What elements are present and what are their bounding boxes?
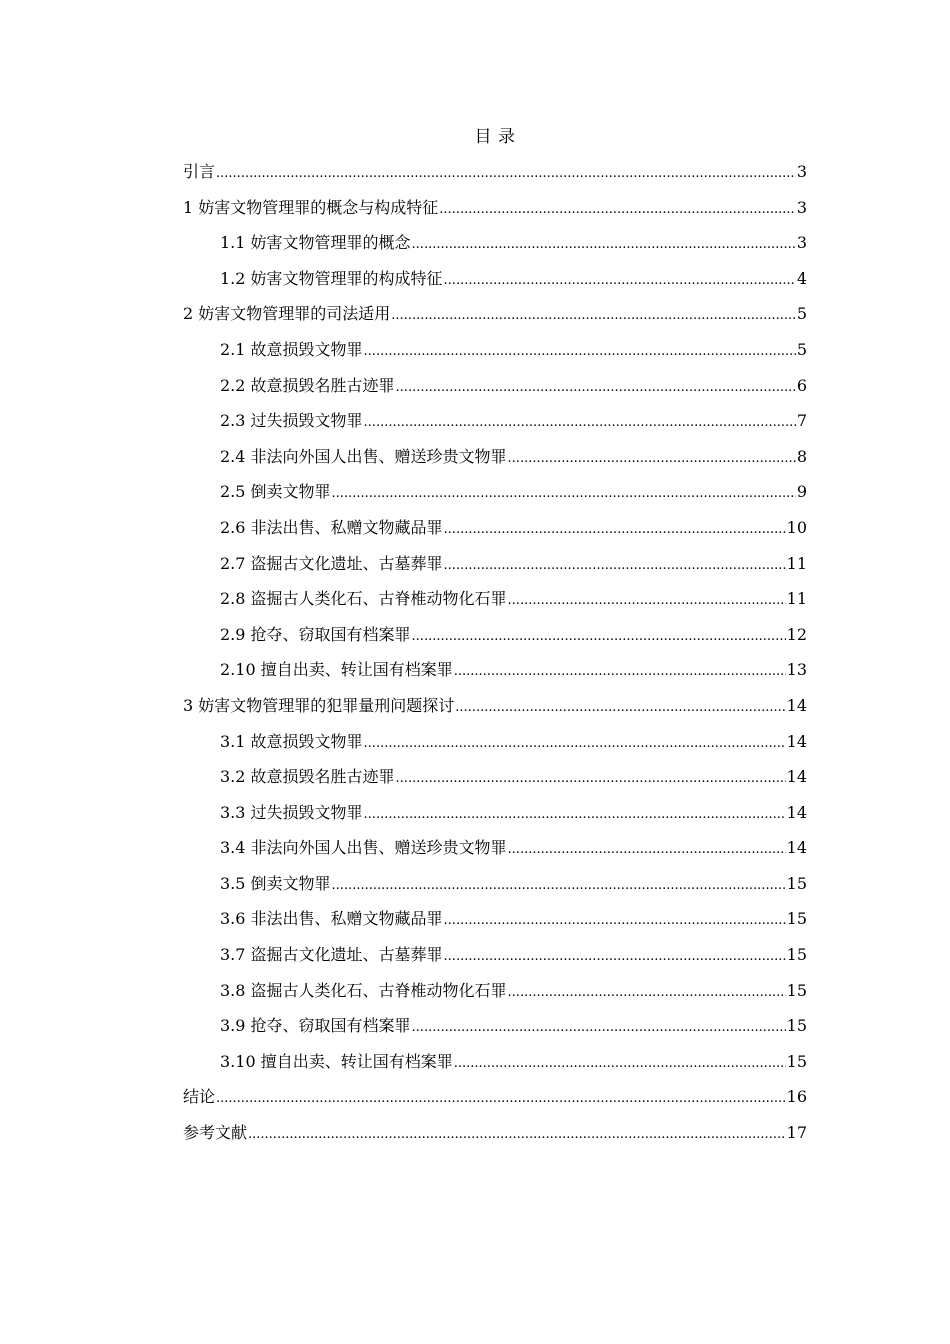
toc-entry[interactable] [183, 866, 807, 902]
toc-entry[interactable] [183, 154, 807, 190]
toc-entry-label: 3.1 故意损毁文物罪 [220, 731, 363, 751]
toc-entry[interactable] [183, 973, 807, 1009]
toc-entry-page-number: 14 [786, 802, 807, 822]
toc-entry[interactable] [183, 474, 807, 510]
toc-entry[interactable] [183, 830, 807, 866]
toc-entry[interactable] [183, 1008, 807, 1044]
toc-entry-page-number: 13 [786, 660, 807, 680]
toc-entry-label: 2.5 倒卖文物罪 [220, 482, 331, 502]
toc-entry-page-number: 15 [786, 1016, 807, 1036]
toc-dot-leader [248, 1117, 786, 1153]
toc-dot-leader [444, 903, 786, 939]
toc-entry-page-number: 14 [786, 695, 807, 715]
toc-entry[interactable] [183, 510, 807, 546]
toc-entry-label: 参考文献 [183, 1123, 248, 1143]
toc-dot-leader [508, 832, 786, 868]
toc-dot-leader [391, 298, 796, 334]
toc-dot-leader [508, 583, 786, 619]
toc-dot-leader [364, 797, 786, 833]
toc-entry-label: 2.9 抢夺、窃取国有档案罪 [220, 624, 411, 644]
toc-dot-leader [412, 619, 786, 655]
toc-entry[interactable] [183, 403, 807, 439]
toc-entry-label: 2.6 非法出售、私赠文物藏品罪 [220, 517, 443, 537]
toc-dot-leader [364, 405, 796, 441]
toc-entry-label: 2.2 故意损毁名胜古迹罪 [220, 375, 395, 395]
toc-dot-leader [412, 227, 796, 263]
toc-entry-page-number: 15 [786, 945, 807, 965]
toc-entry-label: 1.1 妨害文物管理罪的概念 [220, 233, 411, 253]
toc-dot-leader [364, 334, 796, 370]
toc-dot-leader [444, 263, 796, 299]
toc-entry-label: 3 妨害文物管理罪的犯罪量刑问题探讨 [183, 695, 455, 715]
toc-entry-page-number: 7 [796, 411, 807, 431]
toc-entry-page-number: 3 [796, 162, 807, 181]
toc-dot-leader [439, 192, 796, 228]
toc-entry-page-number: 5 [796, 339, 807, 359]
toc-dot-leader [444, 548, 786, 584]
toc-entry-label: 3.5 倒卖文物罪 [220, 873, 331, 893]
toc-entry-page-number: 14 [786, 838, 807, 858]
toc-entry-page-number: 5 [796, 304, 807, 324]
toc-entry-page-number: 10 [786, 517, 807, 537]
toc-entry-page-number: 17 [786, 1123, 807, 1143]
toc-entry-page-number: 14 [786, 731, 807, 751]
toc-entry-page-number: 11 [786, 589, 807, 609]
toc-entry-page-number: 9 [796, 482, 807, 502]
toc-entry[interactable] [183, 1044, 807, 1080]
toc-entry[interactable] [183, 225, 807, 261]
toc-dot-leader [396, 761, 786, 797]
toc-entry-page-number: 16 [786, 1087, 807, 1107]
toc-entry-label: 3.2 故意损毁名胜古迹罪 [220, 767, 395, 787]
toc-entry-page-number: 15 [786, 1051, 807, 1071]
toc-dot-leader [332, 476, 796, 512]
toc-entry-label: 2.10 擅自出卖、转让国有档案罪 [220, 660, 453, 680]
toc-entry[interactable] [183, 546, 807, 582]
toc-entry[interactable] [183, 795, 807, 831]
toc-entry[interactable] [183, 368, 807, 404]
toc-entry-label: 3.3 过失损毁文物罪 [220, 802, 363, 822]
toc-entry-page-number: 14 [786, 767, 807, 787]
toc-entry[interactable] [183, 901, 807, 937]
toc-entry-page-number: 15 [786, 873, 807, 893]
toc-dot-leader [454, 1046, 786, 1082]
table-of-contents [183, 154, 807, 1151]
toc-entry-label: 2.8 盗掘古人类化石、古脊椎动物化石罪 [220, 589, 507, 609]
toc-entry-label: 3.4 非法向外国人出售、赠送珍贵文物罪 [220, 838, 507, 858]
toc-entry-page-number: 12 [786, 624, 807, 644]
toc-entry-label: 2.4 非法向外国人出售、赠送珍贵文物罪 [220, 446, 507, 466]
toc-entry[interactable] [183, 581, 807, 617]
toc-entry-page-number: 15 [786, 980, 807, 1000]
toc-entry-label: 2.7 盗掘古文化遗址、古墓葬罪 [220, 553, 443, 573]
toc-entry[interactable] [183, 1079, 807, 1115]
toc-entry-label: 3.10 擅自出卖、转让国有档案罪 [220, 1051, 453, 1071]
toc-entry[interactable] [183, 190, 807, 226]
toc-dot-leader [216, 1081, 786, 1117]
toc-dot-leader [455, 690, 785, 726]
toc-entry-page-number: 6 [796, 375, 807, 395]
toc-entry-label: 2.3 过失损毁文物罪 [220, 411, 363, 431]
toc-entry[interactable] [183, 332, 807, 368]
toc-dot-leader [508, 441, 796, 477]
toc-entry-label: 1.2 妨害文物管理罪的构成特征 [220, 268, 443, 288]
toc-entry-label: 2 妨害文物管理罪的司法适用 [183, 304, 391, 324]
toc-dot-leader [454, 654, 786, 690]
toc-entry-label: 2.1 故意损毁文物罪 [220, 339, 363, 359]
toc-entry-page-number: 11 [786, 553, 807, 573]
toc-entry[interactable] [183, 1115, 807, 1151]
toc-entry-label: 结论 [183, 1087, 216, 1107]
toc-entry-label: 3.6 非法出售、私赠文物藏品罪 [220, 909, 443, 929]
toc-entry[interactable] [183, 724, 807, 760]
toc-dot-leader [332, 868, 786, 904]
toc-entry-page-number: 3 [796, 197, 807, 217]
toc-entry[interactable] [183, 652, 807, 688]
toc-entry[interactable] [183, 439, 807, 475]
toc-dot-leader [396, 370, 796, 406]
toc-title: 目 录 [474, 127, 516, 147]
toc-entry-label: 3.9 抢夺、窃取国有档案罪 [220, 1016, 411, 1036]
toc-entry-label: 引言 [183, 162, 216, 181]
toc-entry[interactable] [183, 617, 807, 653]
toc-entry-page-number: 15 [786, 909, 807, 929]
toc-dot-leader [444, 512, 786, 548]
toc-entry-label: 1 妨害文物管理罪的概念与构成特征 [183, 197, 439, 217]
toc-entry[interactable] [183, 261, 807, 297]
toc-entry-page-number: 3 [796, 233, 807, 253]
toc-entry[interactable] [183, 759, 807, 795]
toc-dot-leader [364, 726, 786, 762]
toc-entry[interactable] [183, 937, 807, 973]
toc-entry-label: 3.8 盗掘古人类化石、古脊椎动物化石罪 [220, 980, 507, 1000]
toc-dot-leader [216, 156, 796, 192]
toc-entry[interactable] [183, 688, 807, 724]
toc-dot-leader [444, 939, 786, 975]
toc-entry-page-number: 4 [796, 268, 807, 288]
toc-entry-page-number: 8 [796, 446, 807, 466]
toc-dot-leader [508, 975, 786, 1011]
toc-dot-leader [412, 1010, 786, 1046]
toc-entry-label: 3.7 盗掘古文化遗址、古墓葬罪 [220, 945, 443, 965]
toc-entry[interactable] [183, 296, 807, 332]
